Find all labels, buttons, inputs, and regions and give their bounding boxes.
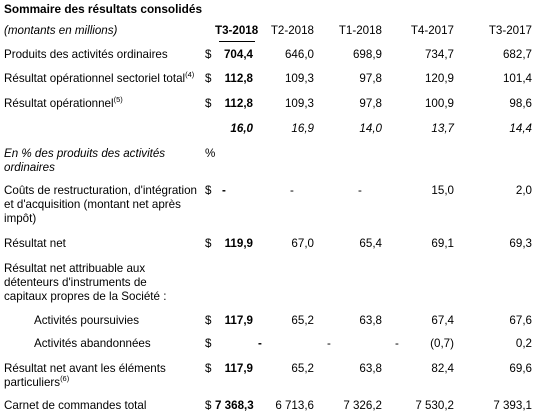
percent-symbol: % (205, 147, 216, 160)
value-cell: 112,8 (224, 97, 253, 110)
value-cell: 67,6 (509, 314, 532, 327)
period-header: T2-2018 (270, 24, 314, 37)
value-cell: 109,3 (284, 97, 314, 110)
table-title: Sommaire des résultats consolidés (4, 2, 203, 16)
value-cell: 98,6 (509, 97, 532, 110)
value-cell: 16,9 (291, 122, 314, 135)
value-cell: 7 530,2 (415, 399, 454, 412)
value-cell: 65,2 (291, 362, 314, 375)
value-cell: 6 713,6 (275, 399, 314, 412)
value-cell: 63,8 (359, 362, 382, 375)
value-cell: 120,9 (424, 72, 454, 85)
value-cell: 7 368,3 (215, 399, 254, 412)
value-cell: 69,1 (431, 237, 454, 250)
value-cell: - (290, 184, 294, 197)
currency-symbol: $ (205, 362, 212, 375)
row-label: Résultat opérationnel sectoriel total$^{(4)}$ (4, 70, 195, 85)
value-cell: 117,9 (224, 314, 253, 327)
row-label: Résultat net avant les éléments particuliers$^{(6)}$ (4, 362, 166, 389)
row-label: Activités abandonnées (34, 337, 151, 350)
currency-symbol: $ (205, 237, 212, 250)
value-cell: - (222, 184, 226, 197)
value-cell: (0,7) (430, 337, 454, 350)
period-header: T1-2018 (338, 24, 382, 37)
value-cell: 14,0 (359, 122, 382, 135)
row-label: Résultat net (4, 237, 66, 250)
footnote-ref: (6) (60, 374, 70, 384)
unit-label: (montants en millions) (4, 24, 118, 37)
value-cell: 69,6 (509, 362, 532, 375)
header-underline (219, 41, 255, 42)
value-cell: 14,4 (509, 122, 532, 135)
period-header: T4-2017 (410, 24, 454, 37)
currency-symbol: $ (205, 399, 212, 412)
value-cell: 63,8 (359, 314, 382, 327)
value-cell: 67,0 (291, 237, 314, 250)
row-label: Produits des activités ordinaires (4, 48, 168, 61)
value-cell: - (395, 337, 399, 350)
value-cell: - (258, 337, 262, 350)
currency-symbol: $ (205, 314, 212, 327)
currency-symbol: $ (205, 97, 212, 110)
value-cell: 101,4 (502, 72, 532, 85)
footnote-ref: (4) (185, 70, 195, 80)
row-label: Carnet de commandes total (4, 399, 147, 412)
row-label: Coûts de restructuration, d'intégration et d'acquisition (montant net après impôt) (4, 184, 197, 225)
value-cell: 16,0 (230, 122, 253, 135)
value-cell: 117,9 (224, 362, 253, 375)
footnote-ref: (5) (113, 95, 123, 105)
value-cell: 13,7 (431, 122, 454, 135)
currency-symbol: $ (205, 184, 212, 197)
row-label: En % des produits des activités ordinaires (4, 147, 166, 174)
value-cell: 7 393,1 (493, 399, 532, 412)
currency-symbol: $ (205, 337, 212, 350)
value-cell: 97,8 (359, 72, 382, 85)
row-label: Résultat net attribuable aux détenteurs d'instruments de capitaux propres de la Société : (4, 262, 167, 303)
value-cell: 69,3 (509, 237, 532, 250)
currency-symbol: $ (205, 48, 212, 61)
period-header: T3-2018 (215, 24, 259, 37)
value-cell: 682,7 (502, 48, 532, 61)
value-cell: 15,0 (431, 184, 454, 197)
value-cell: 119,9 (224, 237, 253, 250)
value-cell: - (327, 337, 331, 350)
value-cell: 109,3 (284, 72, 314, 85)
currency-symbol: $ (205, 72, 212, 85)
period-header: T3-2017 (488, 24, 532, 37)
value-cell: - (358, 184, 362, 197)
value-cell: 734,7 (424, 48, 454, 61)
value-cell: 704,4 (223, 48, 253, 61)
value-cell: 97,8 (359, 97, 382, 110)
value-cell: 67,4 (431, 314, 454, 327)
value-cell: 2,0 (515, 184, 532, 197)
value-cell: 646,0 (284, 48, 314, 61)
row-label: Résultat opérationnel$^{(5)}$ (4, 95, 123, 110)
value-cell: 100,9 (424, 97, 454, 110)
value-cell: 0,2 (515, 337, 532, 350)
value-cell: 112,8 (224, 72, 253, 85)
value-cell: 65,2 (291, 314, 314, 327)
value-cell: 65,4 (359, 237, 382, 250)
row-label: Activités poursuivies (34, 314, 140, 327)
value-cell: 7 326,2 (343, 399, 382, 412)
value-cell: 82,4 (431, 362, 454, 375)
value-cell: 698,9 (352, 48, 382, 61)
